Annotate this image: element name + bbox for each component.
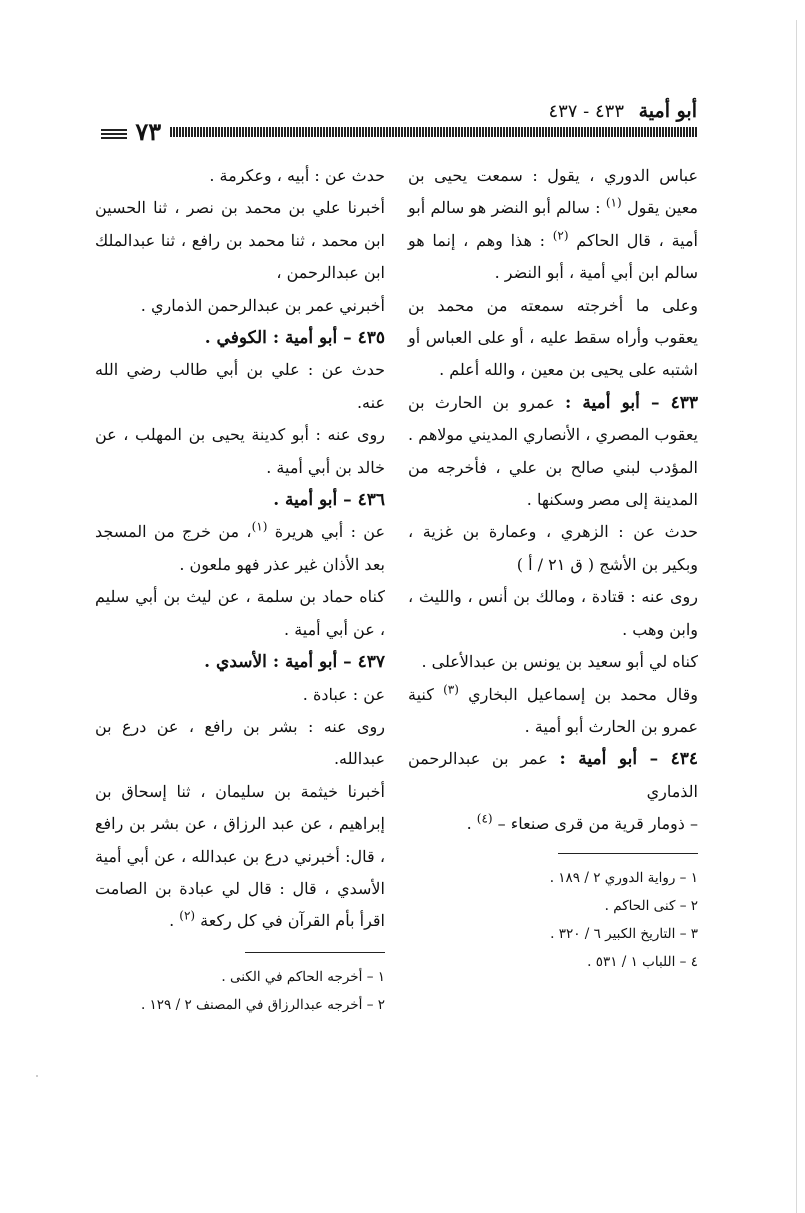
right-column bbox=[408, 160, 698, 976]
entry-heading: ٤٣٥ – أبو أمية : الكوفي . bbox=[204, 328, 385, 349]
footnote: ٢ – أخرجه عبدالرزاق في المصنف ٢ / ١٢٩ . bbox=[140, 996, 385, 1013]
footnote-separator bbox=[245, 952, 385, 953]
paragraph: حدث عن : أبيه ، وعكرمة . bbox=[209, 166, 385, 185]
paragraph: كناه لي أبو سعيد بن يونس بن عبدالأعلى . bbox=[421, 652, 698, 672]
header-title bbox=[548, 100, 697, 122]
footnote-ref: (٣) bbox=[443, 682, 459, 697]
footnote-separator bbox=[558, 853, 698, 854]
page-number-ornament bbox=[101, 129, 127, 139]
running-header bbox=[95, 100, 697, 146]
paragraph: – ذومار قرية من قرى صنعاء – $^{(٤)}$ . bbox=[466, 811, 698, 834]
header-rule bbox=[95, 127, 697, 137]
paragraph: عباس الدوري ، يقول : سمعت يحيى بن معين يقول $^{(١)}$ : سالم أبو النضر هو سالم أبو أمية ، قال الحاكم $^{(٢)}$ : هذا وهم ، إنما هو سالم ابن أبي أمية ، أبو النضر . bbox=[408, 166, 699, 283]
paragraph: أخبرني عمر بن عبدالرحمن الذماري . bbox=[140, 295, 385, 315]
entry-434: ٤٣٤ – أبو أمية : عمر بن عبدالرحمن الذماري bbox=[408, 749, 698, 801]
paragraph: روى عنه : بشر بن رافع ، عن درع بن عبدالله. bbox=[95, 716, 385, 769]
header-title-text: أبو أمية bbox=[638, 100, 697, 122]
footnote: ٤ – اللباب ١ / ٥٣١ . bbox=[587, 953, 698, 970]
entry-heading: ٤٣٤ – أبو أمية : bbox=[559, 749, 698, 770]
scan-speck bbox=[36, 1075, 38, 1077]
paragraph: روى عنه : قتادة ، ومالك بن أنس ، والليث ، وابن وهب . bbox=[408, 587, 698, 639]
footnote: ١ – رواية الدوري ٢ / ١٨٩ . bbox=[549, 869, 698, 886]
footnote: ٣ – التاريخ الكبير ٦ / ٣٢٠ . bbox=[550, 925, 698, 942]
page-number-text: ٧٣ bbox=[135, 117, 162, 146]
paragraph: حدث عن : علي بن أبي طالب رضي الله عنه. bbox=[95, 360, 385, 412]
footnote-ref: (٢) bbox=[552, 228, 569, 243]
footnote-ref: (٤) bbox=[476, 811, 493, 826]
paragraph: روى عنه : أبو كدينة يحيى بن المهلب ، عن خالد بن أبي أمية . bbox=[95, 425, 385, 477]
paragraph: عن : عبادة . bbox=[302, 684, 385, 704]
paragraph: وقال محمد بن إسماعيل البخاري $^{(٣)}$ كنية عمرو بن الحارث أبو أمية . bbox=[408, 682, 699, 736]
paragraph: أخبرنا خيثمة بن سليمان ، ثنا إسحاق بن إبراهيم ، عن عبد الرزاق ، عن بشر بن رافع ، قال: أخبرني درع بن عبدالله ، عن أبي أمية الأسدي ، قال : قال لي عبادة بن الصامت اقرأ بأم القرآن في كل ركعة $^{(٢)}$ . bbox=[95, 781, 385, 931]
left-column bbox=[95, 160, 385, 1019]
entry-heading: ٤٣٦ – أبو أمية . bbox=[273, 490, 385, 511]
footnote-ref: (١) bbox=[251, 520, 268, 535]
footnote-ref: (٢) bbox=[179, 909, 196, 924]
footnote: ١ – أخرجه الحاكم في الكنى . bbox=[221, 968, 385, 985]
header-entry-range: ٤٣٣ - ٤٣٧ bbox=[548, 101, 624, 122]
entry-heading: ٤٣٣ – أبو أمية : bbox=[565, 392, 698, 413]
paragraph: كناه حماد بن سلمة ، عن ليث بن أبي سليم ، عن أبي أمية . bbox=[95, 587, 385, 639]
paragraph: أخبرنا علي بن محمد بن نصر ، ثنا الحسين ابن محمد ، ثنا محمد بن رافع ، ثنا عبدالملك ابن عبدالرحمن ، bbox=[95, 198, 385, 283]
page-number bbox=[95, 117, 169, 146]
footnote: ٢ – كنى الحاكم . bbox=[604, 897, 698, 914]
entry-heading: ٤٣٧ – أبو أمية : الأسدي . bbox=[204, 652, 385, 673]
entry-433: ٤٣٣ – أبو أمية : عمرو بن الحارث بن يعقوب المصري ، الأنصاري المديني مولاهم . المؤدب لبني صالح بن علي ، فأخرجه من المدينة إلى مصر وسكنها . bbox=[408, 392, 698, 510]
paragraph: حدث عن : الزهري ، وعمارة بن غزية ، وبكير بن الأشج ( ق ٢١ / أ ) bbox=[408, 522, 698, 574]
paragraph: عن : أبي هريرة $^{(١)}$، من خرج من المسجد بعد الأذان غير عذر فهو ملعون . bbox=[95, 520, 386, 574]
paragraph: وعلى ما أخرجته سمعته من محمد بن يعقوب وأراه سقط عليه ، أو على العباس أو اشتبه على يحيى بن معين ، والله أعلم . bbox=[408, 295, 698, 380]
footnote-ref: (١) bbox=[605, 196, 622, 211]
scan-edge-line bbox=[796, 20, 797, 1213]
